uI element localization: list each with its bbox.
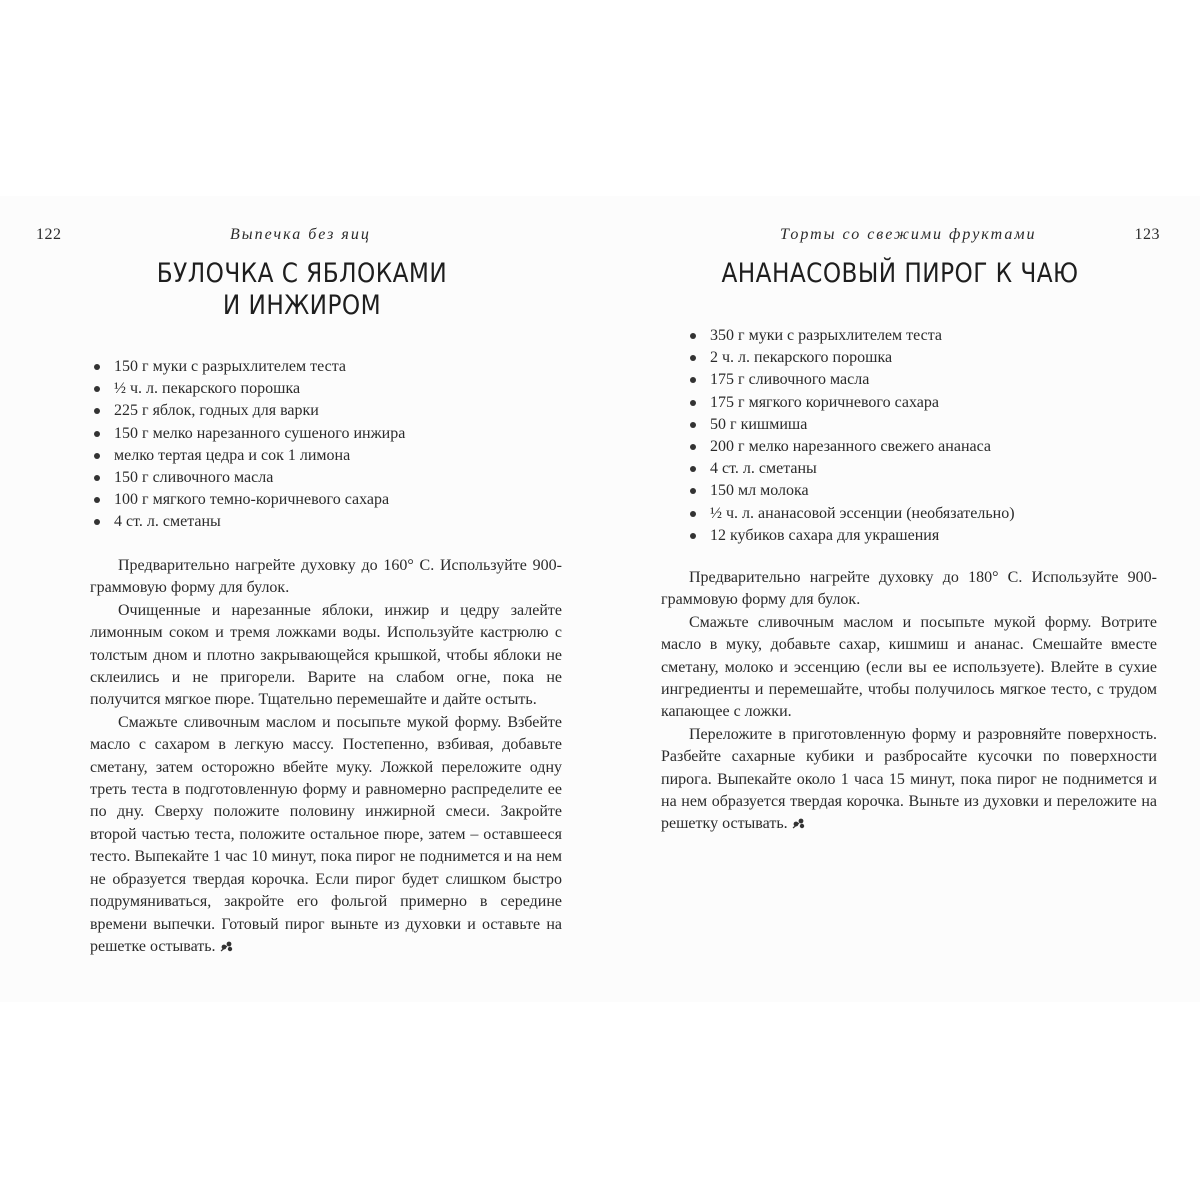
method-text-right: [661, 567, 1157, 836]
method-paragraph: [90, 712, 562, 958]
running-head-right: [640, 225, 1160, 245]
ingredient-item: 150 г муки с разрыхлителем теста: [90, 356, 560, 378]
paragraph-text: Переложите в приготовленную форму и разровняйте поверхность. Разбейте сахарные кубики и разбросайте кусочки по поверхности пирога. Выпекайте около 1 часа 15 минут, пока пирог не поднимется и на нем образуется твердая корочка. Выньте из духовки и переложите на решетку остывать.: [661, 725, 1157, 833]
ingredient-item: 350 г муки с разрыхлителем теста: [686, 325, 1156, 347]
paragraph-text: Смажьте сливочным маслом и посыпьте мукой форму. Взбейте масло с сахаром в легкую массу. Постепенно, взбивая, добавьте сметану, затем осторожно вбейте муку. Ложкой переложите одну треть теста в подготовленную форму и равномерно распределите ее по дну. Сверху положите половину инжирной смеси. Закройте второй частью теста, положите остальное пюре, затем – оставшееся тесто. Выпекайте 1 час 10 минут, пока пирог не поднимется и на нем не образуется твердая корочка. Если пирог будет слишком быстро подрумяниваться, закройте его фольгой примерно в середине времени выпечки. Готовый пирог выньте из духовки и оставьте на решетке остывать.: [90, 713, 562, 955]
page-number-right: 123: [1134, 226, 1160, 243]
recipe-title-line: БУЛОЧКА С ЯБЛОКАМИ: [156, 258, 448, 289]
paragraph-text: Предварительно нагрейте духовку до 160° С. Используйте 900-граммовую форму для булок.: [90, 557, 562, 597]
method-paragraph: [90, 555, 562, 600]
book-spread: [0, 196, 1200, 1002]
ingredient-item: мелко тертая цедра и сок 1 лимона: [90, 445, 560, 467]
paragraph-text: Очищенные и нарезанные яблоки, инжир и цедру залейте лимонным соком и тремя ложками воды. Используйте кастрюлю с толстым дном и плотно закрывающейся крышкой, чтобы яблоки не склеились и не пригорели. Варите на слабом огне, пока не получится мягкое пюре. Тщательно перемешайте и дайте остыть.: [90, 601, 562, 709]
method-paragraph: [90, 600, 562, 712]
right-page: [640, 196, 1160, 1002]
paragraph-text: Смажьте сливочным маслом и посыпьте мукой форму. Вотрите масло в муку, добавьте сахар, кишмиш и ананас. Смешайте вместе сметану, молоко и эссенцию (если вы ее используете). Влейте в сухие ингредиенты и перемешайте, чтобы получилось мягкое тесто, с трудом капающее с ложки.: [661, 613, 1157, 721]
ingredient-item: 175 г сливочного масла: [686, 369, 1156, 391]
ingredient-item: ½ ч. л. пекарского порошка: [90, 378, 560, 400]
ingredient-item: ½ ч. л. ананасовой эссенции (необязательно): [686, 503, 1156, 525]
ingredient-item: 175 г мягкого коричневого сахара: [686, 392, 1156, 414]
method-text-left: [90, 555, 562, 958]
ingredient-item: 150 г мелко нарезанного сушеного инжира: [90, 423, 560, 445]
ingredient-item: 2 ч. л. пекарского порошка: [686, 347, 1156, 369]
paragraph-text: Предварительно нагрейте духовку до 180° С. Используйте 900-граммовую форму для булок.: [661, 569, 1157, 609]
recipe-title-left: [73, 258, 531, 322]
ingredient-item: 50 г кишмиша: [686, 414, 1156, 436]
left-page: [36, 196, 568, 1002]
ingredient-item: 4 ст. л. сметаны: [686, 458, 1156, 480]
ingredient-item: 100 г мягкого темно-коричневого сахара: [90, 489, 560, 511]
ingredient-item: 4 ст. л. сметаны: [90, 511, 560, 533]
ingredient-item: 12 кубиков сахара для украшения: [686, 525, 1156, 547]
method-paragraph: [661, 567, 1157, 612]
recipe-title-line: АНАНАСОВЫЙ ПИРОГ К ЧАЮ: [721, 258, 1079, 289]
running-head-left: [36, 225, 568, 245]
leaf-ornament-icon: [792, 817, 808, 829]
recipe-title-line: И ИНЖИРОМ: [222, 290, 382, 321]
method-paragraph: [661, 724, 1157, 836]
ingredient-item: 150 г сливочного масла: [90, 467, 560, 489]
page-number-left: 122: [36, 226, 62, 243]
ingredient-item: 225 г яблок, годных для варки: [90, 400, 560, 422]
ingredient-item: 150 мл молока: [686, 480, 1156, 502]
recipe-title-right: [676, 258, 1123, 290]
ingredient-list-right: [686, 325, 1156, 547]
section-title-left: Выпечка без яиц: [230, 226, 371, 243]
method-paragraph: [661, 612, 1157, 724]
section-title-right: Торты со свежими фруктами: [780, 226, 1037, 243]
ingredient-item: 200 г мелко нарезанного свежего ананаса: [686, 436, 1156, 458]
leaf-ornament-icon: [220, 940, 236, 952]
ingredient-list-left: [90, 356, 560, 534]
